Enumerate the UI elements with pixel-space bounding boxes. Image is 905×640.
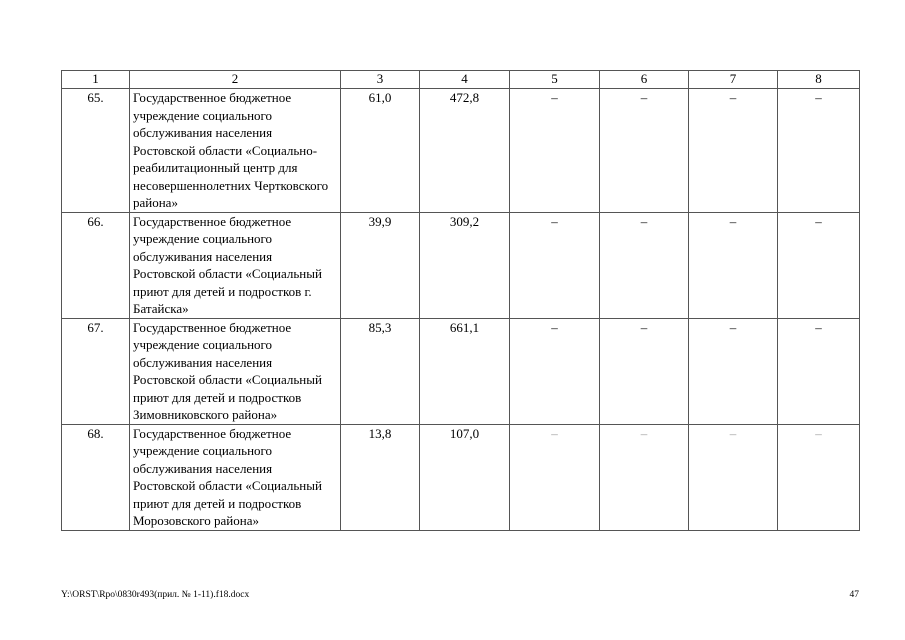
institution-name: Государственное бюджетное учреждение социального обслуживания населения Ростовской области «Социальный приют для детей и подростков г. Батайска» <box>130 212 341 318</box>
value-col-3: 85,3 <box>341 318 420 424</box>
value-col-7: – <box>689 318 778 424</box>
value-col-7: – <box>689 89 778 213</box>
value-col-7: – <box>689 424 778 530</box>
value-col-4: 107,0 <box>420 424 510 530</box>
table-row <box>62 318 860 424</box>
table-row <box>62 89 860 213</box>
header-cell-4: 4 <box>420 71 510 89</box>
value-col-7: – <box>689 212 778 318</box>
value-col-8: – <box>778 318 860 424</box>
value-col-8: – <box>778 212 860 318</box>
row-number: 66. <box>62 212 130 318</box>
institution-name: Государственное бюджетное учреждение социального обслуживания населения Ростовской области «Социально-реабилитационный центр для несовершеннолетних Чертковского района» <box>130 89 341 213</box>
appendix-table <box>61 70 860 531</box>
value-col-3: 61,0 <box>341 89 420 213</box>
value-col-6: – <box>600 318 689 424</box>
value-col-5: – <box>510 424 600 530</box>
value-col-8: – <box>778 424 860 530</box>
value-col-4: 661,1 <box>420 318 510 424</box>
header-cell-5: 5 <box>510 71 600 89</box>
table-row <box>62 212 860 318</box>
row-number: 65. <box>62 89 130 213</box>
header-cell-2: 2 <box>130 71 341 89</box>
value-col-6: – <box>600 212 689 318</box>
institution-name: Государственное бюджетное учреждение социального обслуживания населения Ростовской области «Социальный приют для детей и подростков Зимовниковского района» <box>130 318 341 424</box>
value-col-5: – <box>510 212 600 318</box>
value-col-4: 472,8 <box>420 89 510 213</box>
header-cell-8: 8 <box>778 71 860 89</box>
value-col-6: – <box>600 89 689 213</box>
value-col-3: 39,9 <box>341 212 420 318</box>
table-header-row <box>62 71 860 89</box>
header-cell-6: 6 <box>600 71 689 89</box>
header-cell-3: 3 <box>341 71 420 89</box>
value-col-6: – <box>600 424 689 530</box>
page-number: 47 <box>849 590 859 600</box>
row-number: 67. <box>62 318 130 424</box>
value-col-8: – <box>778 89 860 213</box>
header-cell-7: 7 <box>689 71 778 89</box>
row-number: 68. <box>62 424 130 530</box>
table-row <box>62 424 860 530</box>
value-col-5: – <box>510 318 600 424</box>
value-col-3: 13,8 <box>341 424 420 530</box>
value-col-4: 309,2 <box>420 212 510 318</box>
header-cell-1: 1 <box>62 71 130 89</box>
institution-name: Государственное бюджетное учреждение социального обслуживания населения Ростовской области «Социальный приют для детей и подростков Морозовского района» <box>130 424 341 530</box>
value-col-5: – <box>510 89 600 213</box>
footer-file-path: Y:\ORST\Rpo\0830r493(прил. № 1-11).f18.docx <box>61 590 250 600</box>
